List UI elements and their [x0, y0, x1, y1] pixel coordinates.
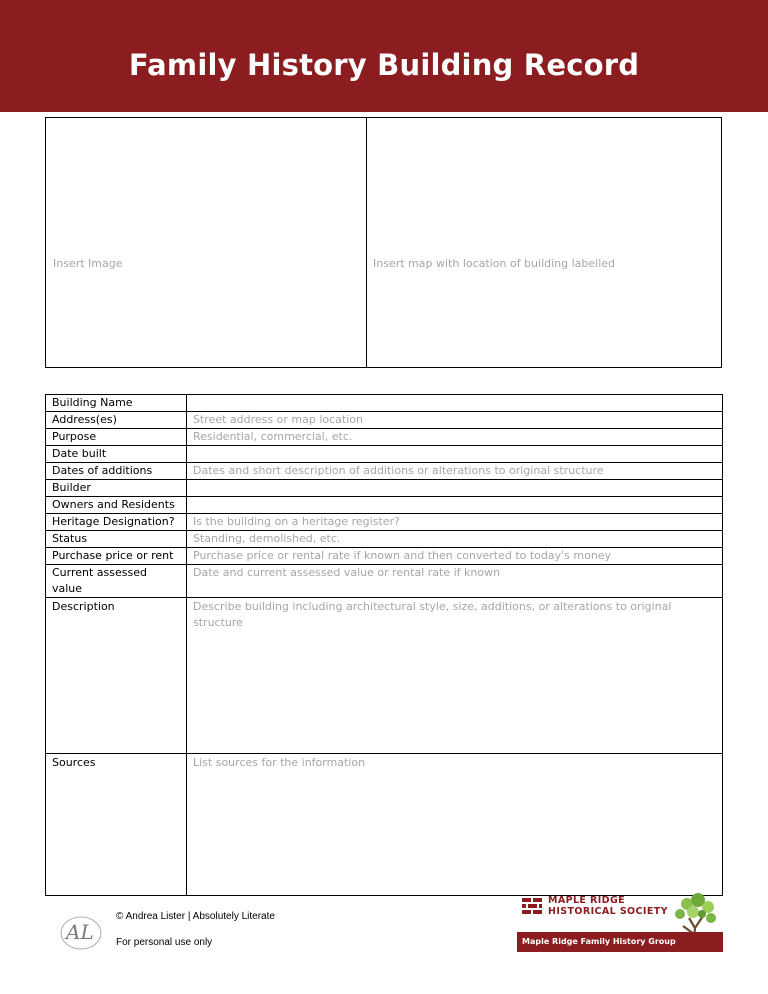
- table-row: [46, 446, 723, 463]
- field-value[interactable]: Residential, commercial, etc.: [187, 429, 723, 446]
- table-row: [46, 514, 723, 531]
- field-value[interactable]: Is the building on a heritage register?: [187, 514, 723, 531]
- table-row: [46, 565, 723, 598]
- family-history-group-label: Maple Ridge Family History Group: [517, 932, 723, 952]
- field-label: Heritage Designation?: [46, 514, 187, 531]
- field-value[interactable]: [187, 395, 723, 412]
- credit-text: © Andrea Lister | Absolutely Literate: [116, 911, 275, 922]
- table-row: [46, 395, 723, 412]
- brick-wall-icon: [522, 898, 542, 916]
- field-label: Purchase price or rent: [46, 548, 187, 565]
- field-label: Status: [46, 531, 187, 548]
- table-row: [46, 754, 723, 896]
- field-label: Owners and Residents: [46, 497, 187, 514]
- table-row: [46, 429, 723, 446]
- field-label: Current assessed value: [46, 565, 187, 598]
- record-table: [45, 394, 723, 896]
- society-name-line1: MAPLE RIDGE: [548, 895, 626, 906]
- field-label: Date built: [46, 446, 187, 463]
- table-row: [46, 598, 723, 754]
- logo-monogram: AL: [66, 920, 94, 944]
- table-row: [46, 548, 723, 565]
- field-label: Sources: [46, 754, 187, 896]
- field-label: Building Name: [46, 395, 187, 412]
- field-value[interactable]: List sources for the information: [187, 754, 723, 896]
- table-row: [46, 463, 723, 480]
- field-label: Purpose: [46, 429, 187, 446]
- field-value[interactable]: Standing, demolished, etc.: [187, 531, 723, 548]
- society-logo: [517, 892, 723, 954]
- table-row: [46, 531, 723, 548]
- field-label: Builder: [46, 480, 187, 497]
- table-row: [46, 480, 723, 497]
- usage-note: For personal use only: [116, 937, 213, 948]
- field-label: Dates of additions: [46, 463, 187, 480]
- field-value[interactable]: [187, 446, 723, 463]
- al-monogram-logo: [57, 912, 105, 954]
- field-value[interactable]: Describe building including architectural style, size, additions, or alterations to original structure: [187, 598, 723, 754]
- field-value[interactable]: Dates and short description of additions or alterations to original structure: [187, 463, 723, 480]
- field-value[interactable]: Street address or map location: [187, 412, 723, 429]
- field-value[interactable]: Purchase price or rental rate if known and then converted to today's money: [187, 548, 723, 565]
- image-placeholder-box[interactable]: [46, 118, 367, 367]
- map-placeholder-text: Insert map with location of building labelled: [373, 257, 616, 270]
- field-value[interactable]: Date and current assessed value or rental rate if known: [187, 565, 723, 598]
- table-row: [46, 497, 723, 514]
- field-value[interactable]: [187, 480, 723, 497]
- field-label: Description: [46, 598, 187, 754]
- image-placeholder-text: Insert Image: [53, 257, 123, 270]
- image-area: [45, 117, 722, 368]
- society-name-line2: HISTORICAL SOCIETY: [548, 906, 668, 917]
- page-title: Family History Building Record: [128, 48, 640, 82]
- title-banner: [0, 0, 768, 112]
- table-row: [46, 412, 723, 429]
- field-value[interactable]: [187, 497, 723, 514]
- field-label: Address(es): [46, 412, 187, 429]
